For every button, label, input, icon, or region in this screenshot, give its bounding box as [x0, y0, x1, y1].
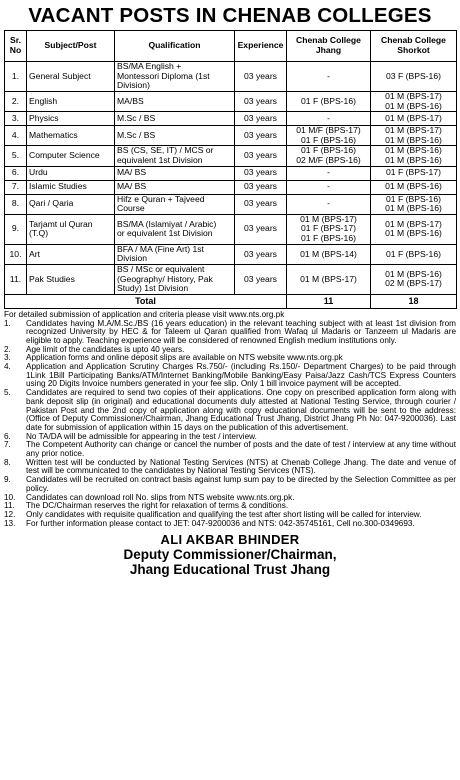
row-number: 3.: [5, 112, 27, 126]
row-subject: Islamic Studies: [27, 180, 115, 194]
row-qualification: [115, 146, 235, 166]
post-line: 01 F (BPS-16): [386, 194, 441, 204]
note-item: [4, 476, 456, 493]
note-text: Candidates will be recruited on contract basis against lump sum pay to be directed by the Selection Committee as per policy.: [26, 475, 456, 493]
total-jhang: 11: [287, 294, 371, 308]
post-line: 01 M/F (BPS-17): [296, 125, 361, 136]
row-jhang-posts: [287, 180, 371, 194]
row-number: 6.: [5, 166, 27, 180]
qualification-line: equivalent 1st Division: [117, 154, 203, 165]
qualification-line: Hifz e Quran + Tajveed: [117, 194, 205, 204]
table-row: [5, 92, 457, 112]
qualification-line: Course: [117, 203, 145, 214]
table-row: [5, 112, 457, 126]
row-experience: 03 years: [235, 194, 287, 214]
note-text: The DC/Chairman reserves the right for relaxation of terms & conditions.: [26, 501, 289, 511]
note-text: Candidates can download roll No. slips from NTS website www.nts.org.pk.: [26, 492, 295, 502]
post-line: 01 F (BPS-16): [301, 134, 356, 145]
qualification-line: Montessori Diploma (1st: [117, 70, 210, 81]
row-qualification: [115, 166, 235, 180]
note-number: 13.: [4, 518, 16, 528]
table-body: [5, 62, 457, 295]
qualification-line: BS/MA (Islamiyat / Arabic): [117, 218, 217, 229]
post-line: -: [327, 112, 330, 123]
intro-text: For detailed submission of application and criteria please visit www.nts.org.pk: [4, 309, 285, 319]
signature-block: [4, 532, 456, 577]
row-qualification: [115, 180, 235, 194]
qualification-line: BFA / MA (Fine Art) 1st: [117, 244, 204, 254]
row-number: 2.: [5, 92, 27, 112]
table-row: [5, 244, 457, 264]
row-shorkot-posts: [371, 264, 457, 294]
row-shorkot-posts: [371, 166, 457, 180]
row-experience: 03 years: [235, 62, 287, 92]
signatory-name: ALI AKBAR BHINDER: [160, 532, 300, 548]
note-item: [4, 363, 456, 389]
row-qualification: [115, 62, 235, 92]
row-jhang-posts: [287, 194, 371, 214]
row-shorkot-posts: [371, 126, 457, 146]
note-text: Application and Application Scrutiny Charges Rs.750/- (including Rs.150/- Department Charges) to be paid through 1Link 1Bill Participating Banks/ATM/Internet Banking/Mobile Banking/Easy Paisa/Jazz Cash/TCS Express Counters using 20 Digits Invoice numbers generated in your fee slip. Only 1 bill invoice payment will be accepted.: [26, 362, 456, 389]
row-number: 5.: [5, 146, 27, 166]
notes-list: [4, 320, 456, 529]
post-line: 01 M (BPS-17): [300, 273, 357, 284]
note-text: Written test will be conducted by National Testing Services (NTS) at Chenab College Jhang. The date and venue of test will be communicated to the candidates by National Testing Services (NTS).: [26, 457, 456, 476]
row-experience: 03 years: [235, 214, 287, 244]
table-row: [5, 126, 457, 146]
table-row: [5, 194, 457, 214]
qualification-line: MA/ BS: [117, 181, 147, 192]
row-qualification: [115, 214, 235, 244]
qualification-line: M.Sc / BS: [117, 112, 156, 123]
row-subject: Urdu: [27, 166, 115, 180]
row-experience: 03 years: [235, 92, 287, 112]
post-line: 01 F (BPS-17): [386, 167, 441, 178]
post-line: 01 F (BPS-16): [301, 145, 356, 156]
post-line: 01 M (BPS-16): [385, 100, 442, 111]
row-shorkot-posts: [371, 92, 457, 112]
note-text: The Competent Authority can change or cancel the number of posts and the date of test / interview at any time without any prior notice.: [26, 440, 456, 459]
post-line: 01 M (BPS-16): [385, 181, 442, 192]
row-number: 10.: [5, 244, 27, 264]
advertisement: [4, 0, 456, 577]
row-jhang-posts: [287, 166, 371, 180]
note-number: 5.: [4, 388, 11, 398]
post-line: 01 F (BPS-17): [301, 223, 356, 234]
note-item: [4, 441, 456, 458]
page-title: VACANT POSTS IN CHENAB COLLEGES: [28, 4, 432, 27]
row-number: 7.: [5, 180, 27, 194]
table-row: [5, 146, 457, 166]
qualification-line: (Geography/ History, Pak: [117, 273, 213, 284]
row-jhang-posts: [287, 146, 371, 166]
note-number: 2.: [4, 344, 11, 354]
total-row: [5, 294, 457, 308]
row-shorkot-posts: [371, 146, 457, 166]
qualification-line: or equivalent 1st Division: [117, 228, 213, 239]
note-number: 11.: [4, 501, 15, 511]
post-line: 01 M (BPS-16): [385, 134, 442, 145]
row-qualification: [115, 244, 235, 264]
row-qualification: [115, 194, 235, 214]
row-experience: 03 years: [235, 180, 287, 194]
note-text: Candidates having M.A/M.Sc./BS (16 years education) in the relevant teaching subject with at least 1st division from recognized University by HEC & for Taleem ul Qaran qualified from Wafaq ul Madaris or Tanzeem ul Madaris are eligible to apply. Teaching experience will be considered of renowned English medium institutions only.: [26, 318, 456, 345]
row-qualification: [115, 264, 235, 294]
note-number: 6.: [4, 431, 11, 441]
note-item: [4, 520, 456, 529]
post-line: 01 M (BPS-17): [385, 112, 442, 123]
note-text: Application forms and online deposit slips are available on NTS website www.nts.org.pk: [26, 353, 343, 363]
note-text: Candidates are required to send two copies of their applications. One copy on prescribed application form along with bank deposit slip (in original) and educational documents duly attested at National Testing Service, through courier / Pakistan Post and the 2nd copy of application along with copy educational documents will be sent to the address:(Office of Deputy Commissioner/Chairman, Jhang Educational Trust Jhang, District Jhang Ph No: 047-9200036). Last date for submission of application within 15 days on the publication of this advertisement.: [26, 388, 456, 432]
row-subject: General Subject: [27, 62, 115, 92]
note-text: For further information please contact to JET: 047-9200036 and NTS: 042-35745161, Cell no.300-0349693.: [26, 518, 415, 528]
row-number: 4.: [5, 126, 27, 146]
post-line: 01 M (BPS-16): [385, 203, 442, 214]
post-line: -: [327, 70, 330, 81]
post-line: 01 F (BPS-16): [301, 95, 356, 106]
header-jhang: Chenab College Jhang: [287, 31, 371, 62]
row-jhang-posts: [287, 214, 371, 244]
row-jhang-posts: [287, 92, 371, 112]
post-line: 01 M (BPS-16): [385, 145, 442, 156]
note-number: 1.: [4, 318, 11, 328]
note-item: [4, 459, 456, 476]
row-number: 1.: [5, 62, 27, 92]
qualification-line: Division: [117, 253, 148, 264]
post-line: 02 M (BPS-17): [385, 278, 442, 289]
table-row: [5, 166, 457, 180]
qualification-line: M.Sc / BS: [117, 129, 156, 140]
qualification-line: Division): [117, 80, 150, 91]
vacancy-table: [4, 30, 457, 309]
header-sr-no: Sr. No: [5, 31, 27, 62]
signatory-title: Deputy Commissioner/Chairman,: [123, 547, 337, 563]
header-experience: Experience: [235, 31, 287, 62]
row-qualification: [115, 112, 235, 126]
total-label: Total: [5, 294, 287, 308]
row-subject: Mathematics: [27, 126, 115, 146]
note-number: 4.: [4, 362, 11, 372]
row-experience: 03 years: [235, 112, 287, 126]
post-line: 01 M (BPS-17): [300, 214, 357, 224]
signatory-organization: Jhang Educational Trust Jhang: [129, 562, 331, 578]
post-line: 01 F (BPS-16): [386, 248, 441, 259]
post-line: 03 F (BPS-16): [386, 70, 441, 81]
row-jhang-posts: [287, 126, 371, 146]
row-jhang-posts: [287, 244, 371, 264]
row-qualification: [115, 126, 235, 146]
post-line: 01 M (BPS-17): [385, 91, 442, 101]
qualification-line: BS / MSc or equivalent: [117, 264, 205, 275]
post-line: 01 M (BPS-14): [300, 248, 357, 259]
post-line: 02 M/F (BPS-16): [296, 154, 361, 165]
row-number: 9.: [5, 214, 27, 244]
qualification-line: Study) 1st Division: [117, 283, 189, 294]
row-shorkot-posts: [371, 180, 457, 194]
qualification-line: MA/BS: [117, 95, 144, 106]
table-header-row: [5, 31, 457, 62]
qualification-line: BS (CS, SE, IT) / MCS or: [117, 145, 214, 156]
note-number: 8.: [4, 457, 11, 467]
row-shorkot-posts: [371, 244, 457, 264]
row-experience: 03 years: [235, 166, 287, 180]
row-experience: 03 years: [235, 264, 287, 294]
row-subject: Art: [27, 244, 115, 264]
row-subject: Tarjamt ul Quran (T.Q): [27, 214, 115, 244]
post-line: 01 M (BPS-16): [385, 154, 442, 165]
qualification-line: BS/MA English +: [117, 61, 182, 72]
table-row: [5, 264, 457, 294]
row-jhang-posts: [287, 264, 371, 294]
post-line: 01 M (BPS-17): [385, 125, 442, 136]
row-subject: Qari / Qaria: [27, 194, 115, 214]
note-number: 10.: [4, 492, 16, 502]
post-line: -: [327, 181, 330, 192]
row-subject: English: [27, 92, 115, 112]
row-number: 8.: [5, 194, 27, 214]
post-line: -: [327, 198, 330, 209]
row-qualification: [115, 92, 235, 112]
note-number: 3.: [4, 353, 11, 363]
post-line: 01 M (BPS-16): [385, 228, 442, 239]
row-subject: Pak Studies: [27, 264, 115, 294]
row-experience: 03 years: [235, 244, 287, 264]
post-line: 01 M (BPS-17): [385, 218, 442, 229]
note-item: [4, 389, 456, 433]
table-row: [5, 62, 457, 92]
note-text: Only candidates with requisite qualification and qualifying the test after short listing will be called for interview.: [26, 510, 422, 519]
row-subject: Computer Science: [27, 146, 115, 166]
row-number: 11.: [5, 264, 27, 294]
post-line: -: [327, 167, 330, 178]
note-item: [4, 320, 456, 346]
total-shorkot: 18: [371, 294, 457, 308]
row-subject: Physics: [27, 112, 115, 126]
row-shorkot-posts: [371, 62, 457, 92]
post-line: 01 F (BPS-16): [301, 233, 356, 244]
row-jhang-posts: [287, 112, 371, 126]
row-experience: 03 years: [235, 126, 287, 146]
table-row: [5, 180, 457, 194]
note-text: No TA/DA will be admissible for appearing in the test / interview.: [26, 431, 257, 441]
header-shorkot: Chenab College Shorkot: [371, 31, 457, 62]
note-text: Age limit of the candidates is upto 40 years.: [26, 344, 185, 354]
header-qualification: Qualification: [115, 31, 235, 62]
qualification-line: MA/ BS: [117, 167, 147, 178]
row-shorkot-posts: [371, 214, 457, 244]
header-subject: Subject/Post: [27, 31, 115, 62]
note-number: 9.: [4, 475, 11, 485]
post-line: 01 M (BPS-16): [385, 268, 442, 279]
row-experience: 03 years: [235, 146, 287, 166]
row-jhang-posts: [287, 62, 371, 92]
row-shorkot-posts: [371, 194, 457, 214]
table-row: [5, 214, 457, 244]
row-shorkot-posts: [371, 112, 457, 126]
note-number: 12.: [4, 510, 16, 519]
note-number: 7.: [4, 440, 11, 450]
